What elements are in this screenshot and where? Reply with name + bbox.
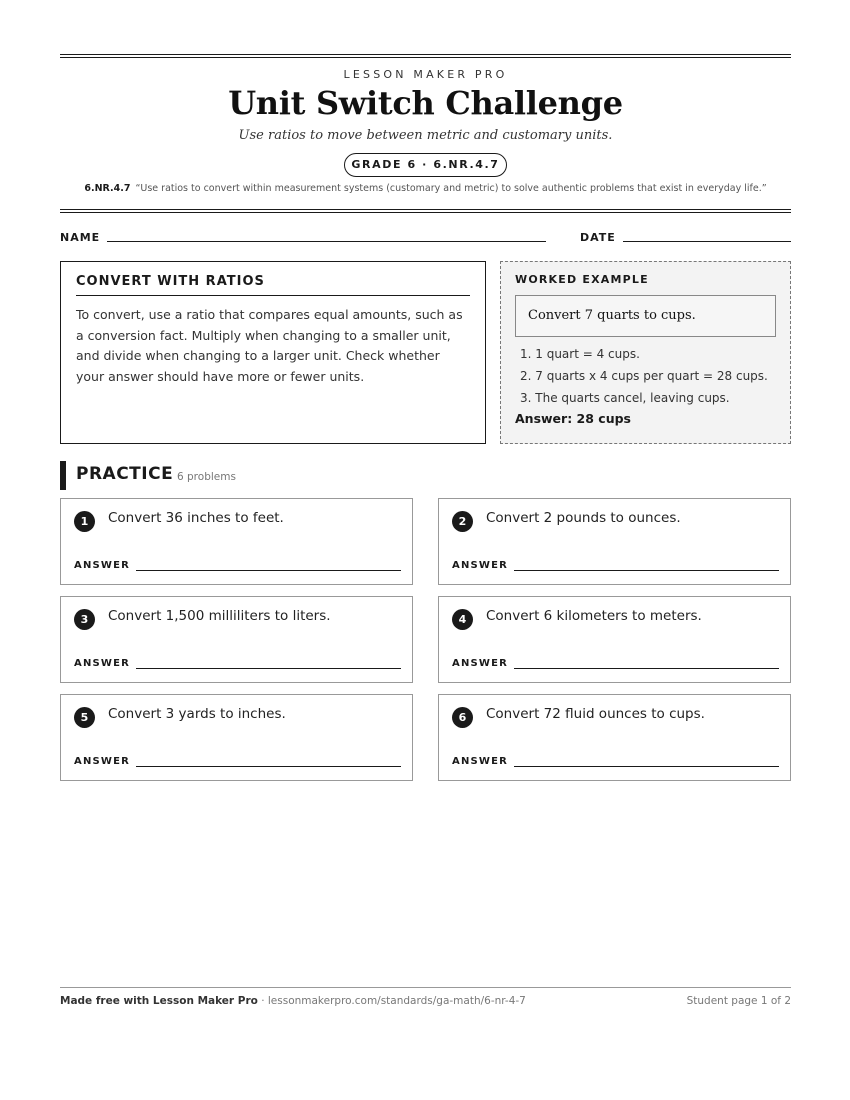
answer-field[interactable] — [136, 570, 401, 571]
problem-text: Convert 1,500 milliliters to liters. — [108, 608, 331, 624]
convert-heading: CONVERT WITH RATIOS — [76, 274, 470, 296]
answer-label: ANSWER — [74, 560, 131, 571]
problem-number: 4 — [452, 609, 473, 630]
standard-description — [60, 183, 791, 194]
header-bottom-rule-inner — [60, 212, 791, 213]
problem-card — [60, 596, 413, 683]
answer-field[interactable] — [514, 570, 779, 571]
worked-example-prompt: Convert 7 quarts to cups. — [515, 295, 776, 337]
problem-card — [60, 498, 413, 585]
problem-text: Convert 36 inches to feet. — [108, 510, 284, 526]
worked-example-answer: Answer: 28 cups — [515, 411, 631, 426]
answer-field[interactable] — [514, 668, 779, 669]
name-field[interactable] — [107, 241, 546, 242]
worked-step: 2. 7 quarts x 4 cups per quart = 28 cups. — [520, 369, 768, 383]
problem-text: Convert 6 kilometers to meters. — [486, 608, 702, 624]
page-subtitle: Use ratios to move between metric and customary units. — [238, 128, 613, 143]
answer-field[interactable] — [136, 766, 401, 767]
problem-text: Convert 2 pounds to ounces. — [486, 510, 681, 526]
problem-card — [438, 596, 791, 683]
convert-body: To convert, use a ratio that compares equal amounts, such as a conversion fact. Multiply when changing to a smaller unit, and divide when changing to a larger unit. Check whether your answer should have more or fewer units. — [76, 307, 463, 384]
answer-label: ANSWER — [74, 658, 131, 669]
problem-number: 5 — [74, 707, 95, 728]
problem-number: 2 — [452, 511, 473, 532]
standard-code: 6.NR.4.7 — [84, 183, 131, 194]
page-title: Unit Switch Challenge — [228, 84, 623, 122]
grade-badge: GRADE 6 · 6.NR.4.7 — [344, 153, 507, 177]
worked-example-heading: WORKED EXAMPLE — [515, 273, 649, 286]
problem-card — [438, 498, 791, 585]
problem-text: Convert 72 fluid ounces to cups. — [486, 706, 705, 722]
problem-number: 3 — [74, 609, 95, 630]
brand-name: LESSON MAKER PRO — [343, 68, 508, 81]
top-double-rule-inner — [60, 57, 791, 58]
standard-text: “Use ratios to convert within measurement systems (customary and metric) to solve authentic problems that exist in everyday life.” — [135, 183, 767, 194]
answer-label: ANSWER — [452, 560, 509, 571]
answer-label: ANSWER — [74, 756, 131, 767]
worked-example-box — [500, 261, 791, 444]
date-label: DATE — [580, 231, 616, 244]
problem-text: Convert 3 yards to inches. — [108, 706, 286, 722]
practice-title: PRACTICE — [76, 464, 174, 484]
worked-example-steps — [515, 343, 776, 409]
footer-made-with: Made free with Lesson Maker Pro — [60, 995, 258, 1007]
problem-number: 6 — [452, 707, 473, 728]
footer-page-number: Student page 1 of 2 — [686, 995, 791, 1007]
worked-step: 3. The quarts cancel, leaving cups. — [520, 391, 730, 405]
answer-label: ANSWER — [452, 756, 509, 767]
problem-card — [60, 694, 413, 781]
header-bottom-rule — [60, 209, 791, 210]
answer-field[interactable] — [514, 766, 779, 767]
footer-credit — [60, 995, 526, 1007]
practice-count: 6 problems — [177, 471, 236, 483]
worked-step: 1. 1 quart = 4 cups. — [520, 347, 640, 361]
date-field[interactable] — [623, 241, 791, 242]
top-double-rule — [60, 54, 791, 55]
answer-field[interactable] — [136, 668, 401, 669]
convert-with-ratios-box — [60, 261, 486, 444]
footer-rule — [60, 987, 791, 988]
footer-url: · lessonmakerpro.com/standards/ga-math/6-nr-4-7 — [257, 995, 526, 1007]
answer-label: ANSWER — [452, 658, 509, 669]
problem-card — [438, 694, 791, 781]
practice-accent-bar — [60, 461, 66, 490]
problem-number: 1 — [74, 511, 95, 532]
name-label: NAME — [60, 231, 101, 244]
